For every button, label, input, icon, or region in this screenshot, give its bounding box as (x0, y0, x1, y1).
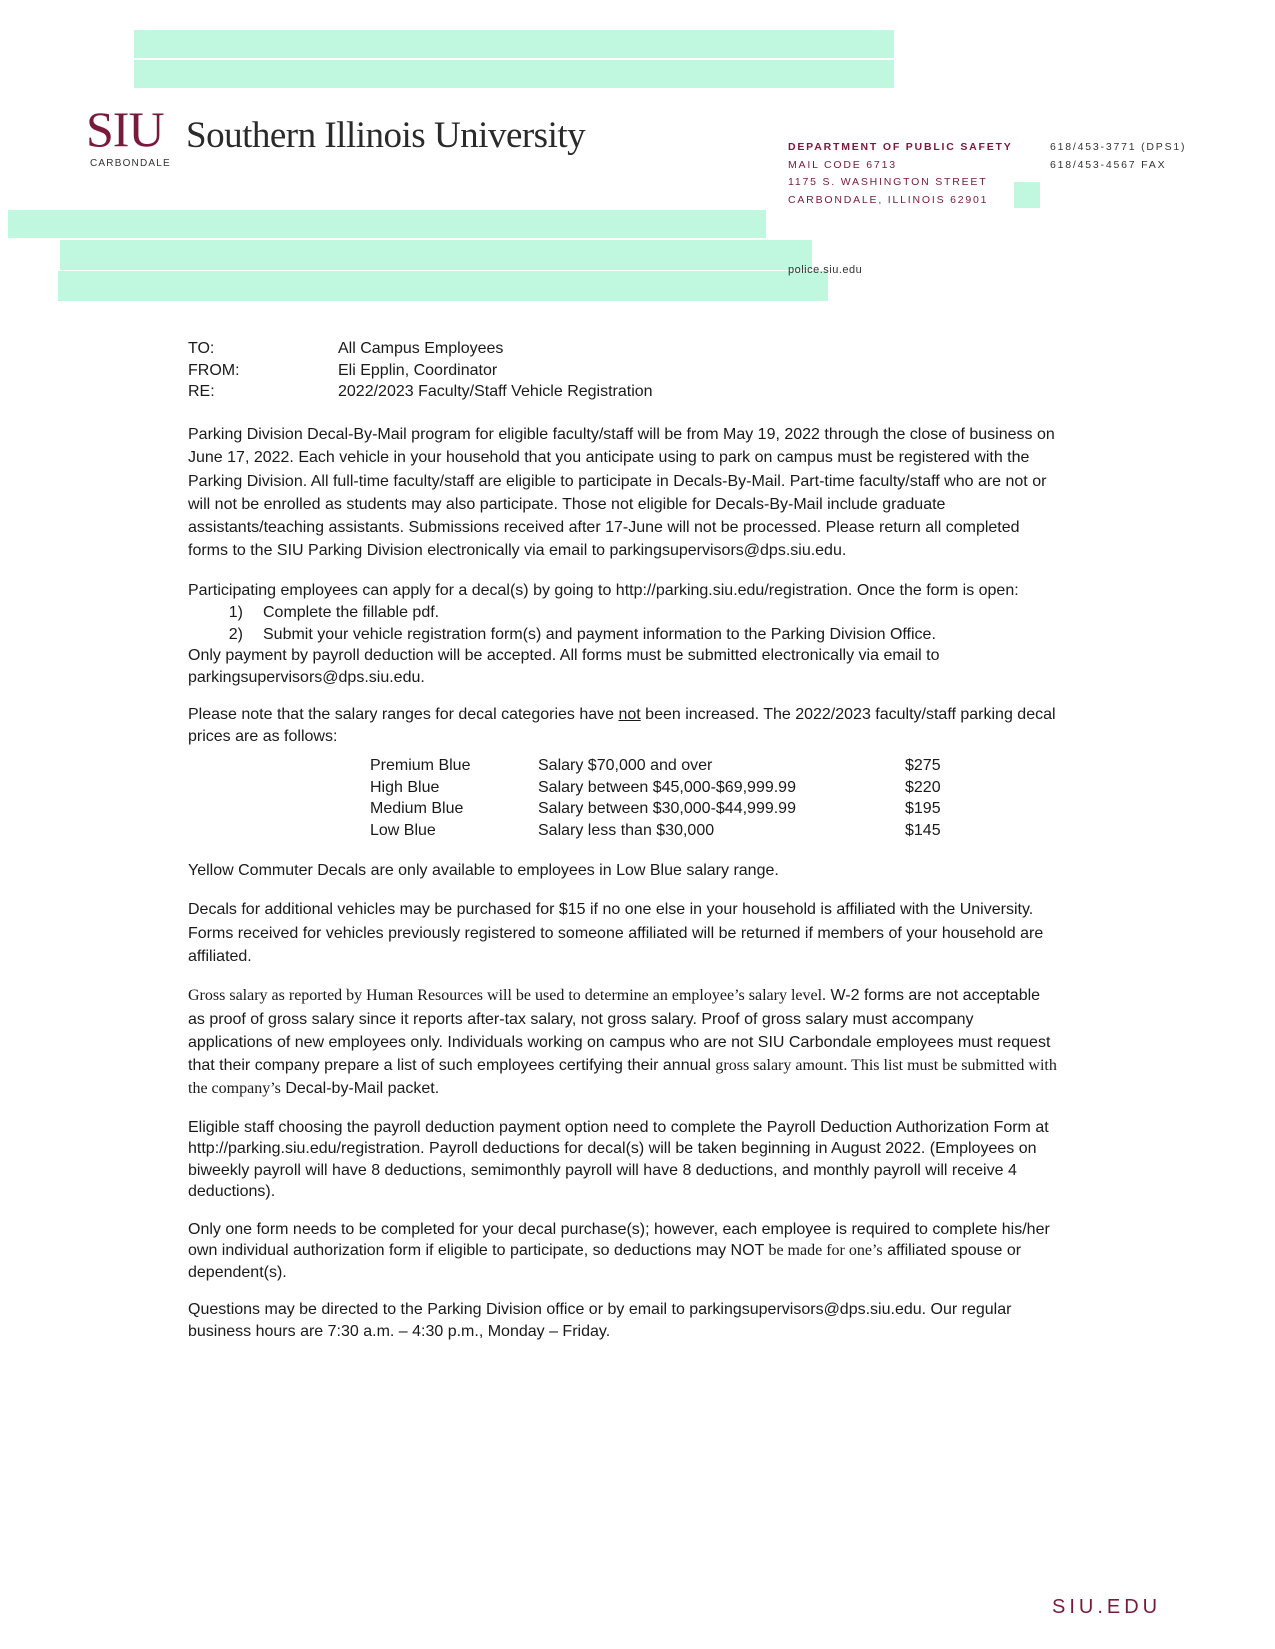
decal-price: $145 (905, 821, 941, 839)
city-address: CARBONDALE, ILLINOIS 62901 (788, 193, 989, 206)
paragraph-gross-salary (188, 984, 1058, 1100)
gross-salary-serif-end: gross salary amount. This list must be submitted with the company’s (188, 1057, 1057, 1098)
department-address (788, 139, 1013, 209)
memo-from-row (188, 360, 653, 382)
step-number: 2) (228, 625, 243, 643)
paragraph-salary-note (188, 704, 1058, 747)
paragraph-apply: Participating employees can apply for a decal(s) by going to http://parking.siu.edu/registration. Once the form is open: (188, 581, 1019, 599)
steps-list (188, 602, 1058, 645)
redaction-block (58, 271, 828, 301)
street-address: 1175 S. WASHINGTON STREET (788, 176, 988, 188)
memo-to-value: All Campus Employees (338, 340, 504, 357)
list-item (188, 624, 1058, 646)
step-text: Complete the fillable pdf. (263, 604, 440, 622)
footer-website-link[interactable]: SIU.EDU (1052, 1596, 1162, 1618)
one-form-serif: be made for one’s (768, 1242, 883, 1260)
salary-range: Salary $70,000 and over (538, 757, 713, 775)
mail-code: MAIL CODE 6713 (788, 158, 897, 171)
redaction-block (60, 240, 812, 270)
memo-from-value: Eli Epplin, Coordinator (338, 361, 498, 379)
memo-body (188, 423, 1058, 1358)
phone-number: 618/453-3771 (DPS1) (1050, 141, 1187, 153)
redaction-block (1014, 182, 1040, 208)
memo-re-row (188, 381, 653, 403)
salary-note-emphasis: not (618, 706, 641, 724)
redaction-block (134, 30, 894, 58)
memo-from-label: FROM: (188, 361, 240, 379)
memo-to-row (188, 338, 653, 360)
decal-price: $275 (905, 757, 941, 775)
table-row (370, 777, 941, 799)
redaction-block (8, 210, 766, 238)
memo-header (188, 338, 653, 403)
table-row (370, 755, 941, 777)
paragraph-questions: Questions may be directed to the Parking Division office or by email to parkingsupervisors@dps.siu.edu. Our regular business hours are 7:30 a.m. – 4:30 p.m., Monday – Friday. (188, 1301, 1012, 1340)
decal-price: $220 (905, 778, 941, 796)
police-website-link[interactable]: police.siu.edu (788, 264, 863, 276)
memo-to-label: TO: (188, 340, 215, 357)
paragraph-program-dates: Parking Division Decal-By-Mail program for eligible faculty/staff will be from May 19, 2022 through the close of business on June 17, 2022. Each vehicle in your household that you anticipate using to park on campus must be registered with the Parking Division. All full-time faculty/staff are eligible to participate in Decals-By-Mail. Part-time faculty/staff who are not or will not be enrolled as students may also participate. Those not eligible for Decals-By-Mail include graduate assistants/teaching assistants. Submissions received after 17-June will not be processed. Please return all completed forms to the SIU Parking Division electronically via email to parkingsupervisors@dps.siu.edu. (188, 426, 1055, 560)
fax-number: 618/453-4567 FAX (1050, 158, 1167, 171)
contact-numbers (1050, 139, 1186, 174)
step-number: 1) (228, 604, 243, 622)
memo-re-label: RE: (188, 383, 215, 400)
paragraph-yellow-commuter: Yellow Commuter Decals are only available to employees in Low Blue salary range. (188, 862, 779, 880)
decal-category: High Blue (370, 778, 440, 796)
department-name: DEPARTMENT OF PUBLIC SAFETY (788, 141, 1013, 153)
decal-price-table (370, 755, 941, 841)
gross-salary-end: Decal-by-Mail packet. (280, 1080, 440, 1098)
decal-category: Medium Blue (370, 800, 464, 818)
one-form-start: Only one form needs to be completed for your decal purchase(s); however, each employee is required to complete his/her own individual authorization form if eligible to participate, so deductions may NOT (188, 1220, 1050, 1260)
decal-category: Premium Blue (370, 757, 471, 775)
campus-name: CARBONDALE (90, 158, 171, 169)
gross-salary-middle: W-2 forms are not acceptable as proof of gross salary since it reports after-tax salary, not gross salary. Proof of gross salary must accompany applications of new employees only. Individuals working on campus who are not SIU Carbondale employees must request that their company prepare a list of such employees certifying their annual (188, 987, 1051, 1075)
gross-salary-serif-start: Gross salary as reported by Human Resources will be used to determine an employee’s salary level. (188, 987, 827, 1005)
redaction-block (134, 60, 894, 88)
salary-range: Salary between $30,000-$44,999.99 (538, 800, 796, 818)
list-item (188, 602, 1058, 624)
paragraph-additional-vehicles: Decals for additional vehicles may be purchased for $15 if no one else in your household is affiliated with the University. Forms received for vehicles previously registered to someone affiliated will be returned if members of your household are affiliated. (188, 901, 1044, 965)
step-text: Submit your vehicle registration form(s) and payment information to the Parking Division Office. (263, 625, 936, 643)
table-row (370, 798, 941, 820)
university-name: Southern Illinois University (186, 115, 586, 156)
paragraph-payroll-deduction: Eligible staff choosing the payroll deduction payment option need to complete the Payroll Deduction Authorization Form at http://parking.siu.edu/registration. Payroll deductions for decal(s) will be taken beginning in August 2022. (Employees on biweekly payroll will have 8 deductions, semimonthly payroll will have 8 deductions, and monthly payroll will receive 4 deductions). (188, 1118, 1049, 1201)
table-row (370, 820, 941, 842)
paragraph-payment: Only payment by payroll deduction will be accepted. All forms must be submitted electronically via email to parkingsupervisors@dps.siu.edu. (188, 647, 940, 686)
decal-category: Low Blue (370, 821, 436, 839)
salary-note-end: been increased. The 2022/2023 faculty/staff parking decal prices are as follows: (188, 706, 1056, 745)
one-form-end: affiliated spouse or dependent(s). (188, 1242, 1022, 1281)
memo-re-value: 2022/2023 Faculty/Staff Vehicle Registration (338, 383, 653, 400)
salary-range: Salary between $45,000-$69,999.99 (538, 778, 796, 796)
salary-note-start: Please note that the salary ranges for decal categories have (188, 706, 619, 724)
salary-range: Salary less than $30,000 (538, 821, 715, 839)
paragraph-one-form (188, 1219, 1058, 1284)
decal-price: $195 (905, 800, 941, 818)
siu-logo-mark: SIU (86, 101, 164, 157)
